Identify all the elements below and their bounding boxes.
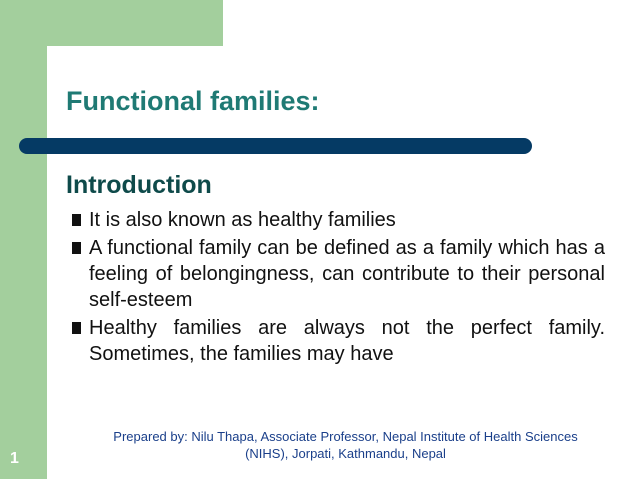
square-bullet-icon: [72, 214, 81, 226]
footer-line-1: Prepared by: Nilu Thapa, Associate Professor, Nepal Institute of Health Sciences: [113, 429, 578, 444]
bullet-list: [72, 207, 605, 367]
slide-title: Functional families:: [66, 86, 320, 116]
bullet-item: [72, 235, 605, 313]
page-number: 1: [10, 450, 19, 467]
left-decorative-band: [0, 0, 47, 479]
square-bullet-icon: [72, 322, 81, 334]
bullet-text: A functional family can be defined as a family which has a feeling of belongingness, can contribute to their personal self-esteem: [89, 237, 605, 311]
bullet-text: Healthy families are always not the perfect family. Sometimes, the families may have: [89, 317, 605, 365]
footer-line-2: (NIHS), Jorpati, Kathmandu, Nepal: [245, 446, 446, 461]
bullet-text: It is also known as healthy families: [89, 209, 396, 231]
title-underline-bar: [19, 135, 532, 157]
bullet-item: [72, 315, 605, 367]
bullet-item: [72, 207, 605, 233]
square-bullet-icon: [72, 242, 81, 254]
section-heading: Introduction: [66, 171, 212, 199]
slide-footer: [78, 428, 613, 462]
